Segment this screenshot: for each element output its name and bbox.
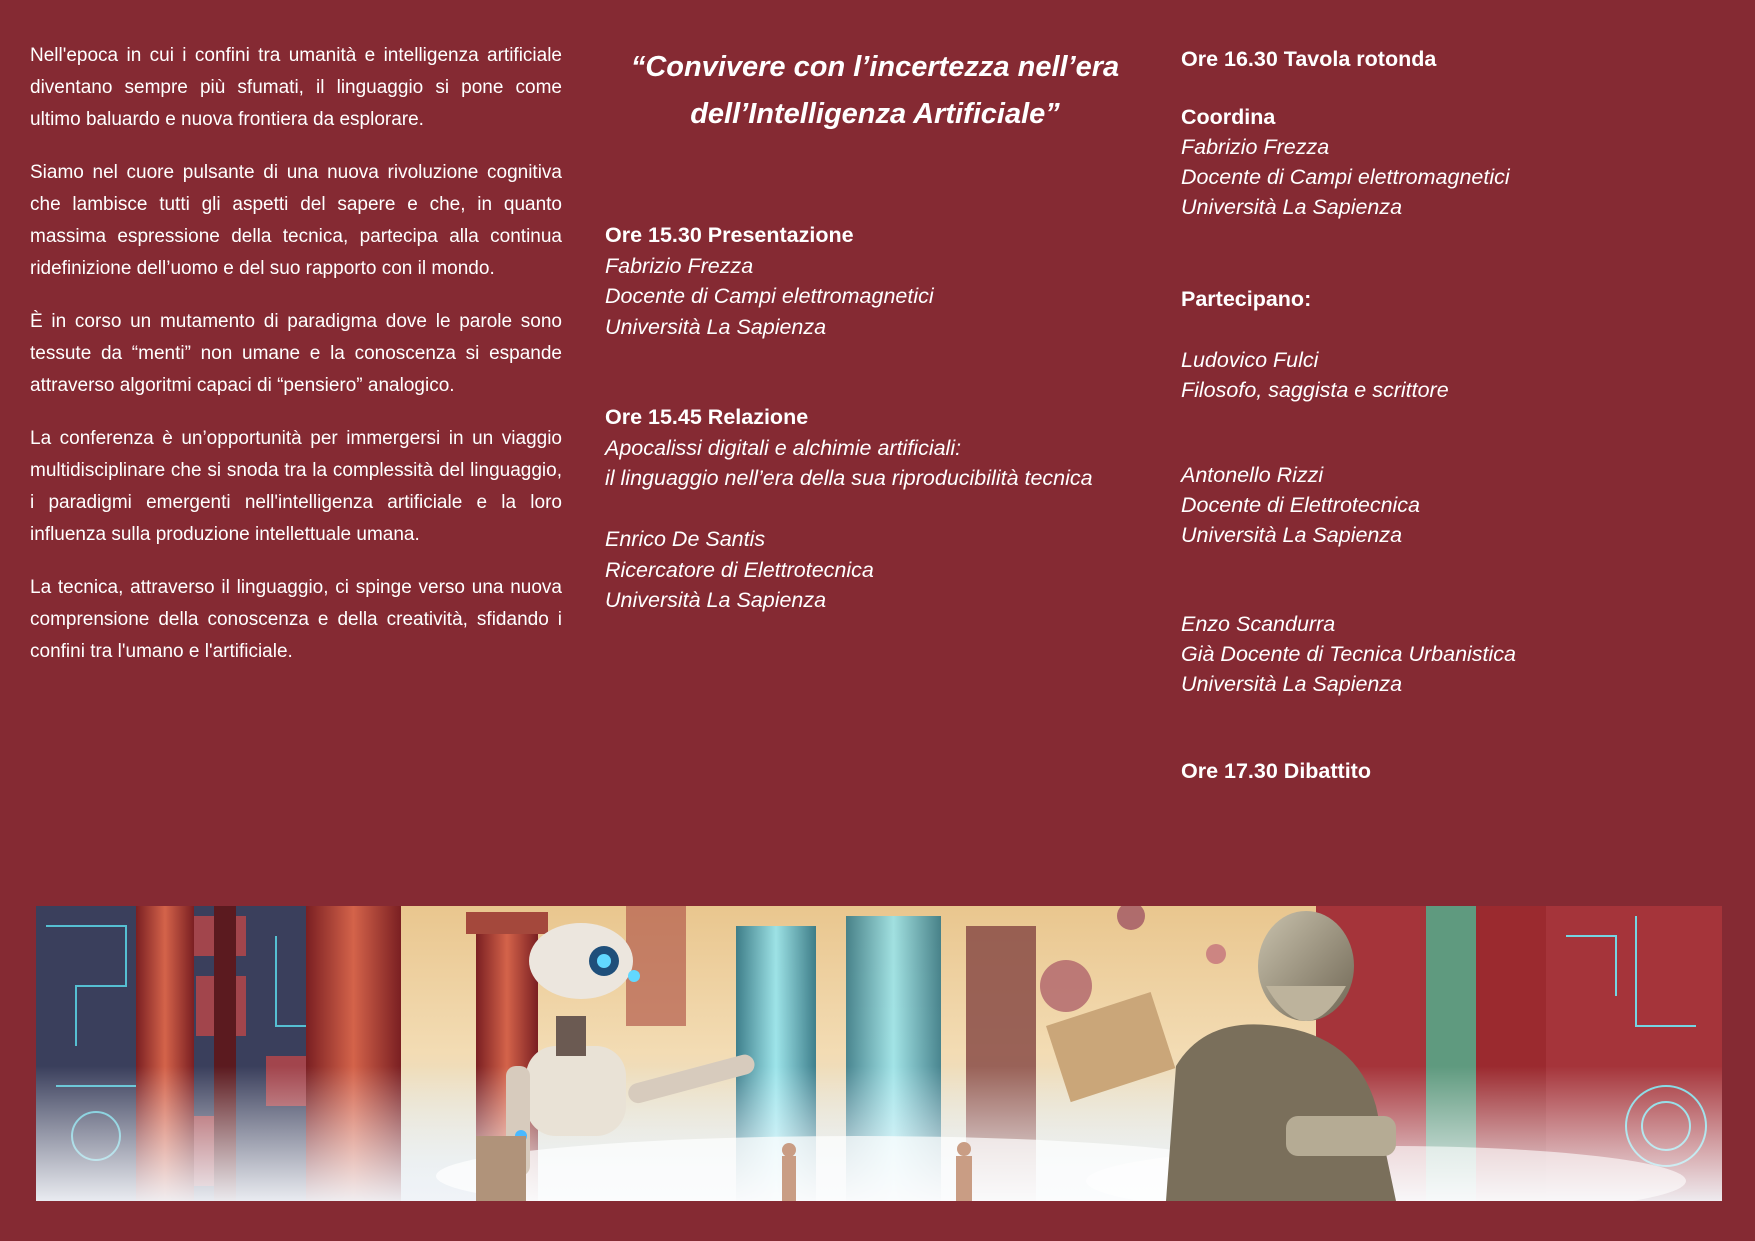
participant-block — [1181, 609, 1741, 699]
talk-heading: Ore 15.45 Relazione — [605, 405, 809, 429]
intro-paragraph: La tecnica, attraverso il linguaggio, ci spinge verso una nuova comprensione della conoscenza e della creatività, sfidando i confini tra l'umano e l'artificiale. — [30, 577, 562, 662]
coordinator-affiliation: Università La Sapienza — [1181, 195, 1403, 219]
coordinator-block — [1181, 102, 1741, 222]
speaker-role: Ricercatore di Elettrotecnica — [605, 557, 874, 582]
participant-affiliation: Università La Sapienza — [1181, 523, 1403, 547]
participant-role: Già Docente di Tecnica Urbanistica — [1181, 642, 1517, 666]
participant-block — [1181, 345, 1741, 405]
participant-block — [1181, 460, 1741, 550]
roundtable-heading-block — [1181, 44, 1741, 74]
roundtable-heading: Ore 16.30 Tavola rotonda — [1181, 47, 1437, 71]
conference-title — [605, 44, 1145, 138]
presentation-block — [605, 220, 1145, 342]
roundtable-column — [1181, 40, 1741, 800]
participant-role: Docente di Elettrotecnica — [1181, 493, 1421, 517]
banner-illustration — [36, 906, 1722, 1201]
title-line-1: “Convivere con l’incertezza nell’era — [630, 51, 1120, 83]
coordinator-name: Fabrizio Frezza — [1181, 135, 1330, 159]
presenter-name: Fabrizio Frezza — [605, 253, 754, 278]
participant-name: Antonello Rizzi — [1181, 463, 1324, 487]
coordinator-label: Coordina — [1181, 105, 1276, 129]
participants-label-block — [1181, 284, 1741, 314]
intro-paragraph: Siamo nel cuore pulsante di una nuova rivoluzione cognitiva che lambisce tutti gli aspetti del sapere e che, in quanto massima espressione della tecnica, partecipa alla continua ridefinizione dell’uomo e del suo rapporto con il mondo. — [30, 162, 562, 279]
intro-paragraph: La conferenza è un’opportunità per immergersi in un viaggio multidisciplinare che si snoda tra la complessità del linguaggio, i paradigmi emergenti nell'intelligenza artificiale e la loro influenza sulla produzione intellettuale umana. — [30, 428, 562, 545]
participant-affiliation: Università La Sapienza — [1181, 672, 1403, 696]
talk-title-line-2: il linguaggio nell’era della sua riproducibilità tecnica — [605, 466, 1093, 490]
intro-column — [30, 40, 562, 689]
program-column — [605, 40, 1145, 680]
participant-name: Ludovico Fulci — [1181, 348, 1319, 372]
coordinator-role: Docente di Campi elettromagnetici — [1181, 165, 1510, 189]
talk-block — [605, 402, 1145, 494]
debate-block — [1181, 756, 1741, 786]
title-line-2: dell’Intelligenza Artificiale” — [690, 98, 1060, 130]
participant-role: Filosofo, saggista e scrittore — [1181, 378, 1449, 402]
participant-name: Enzo Scandurra — [1181, 612, 1336, 636]
speaker-affiliation: Università La Sapienza — [605, 588, 827, 612]
talk-title-line-1: Apocalissi digitali e alchimie artificiali: — [605, 435, 962, 460]
presentation-heading: Ore 15.30 Presentazione — [605, 223, 854, 247]
speaker-name: Enrico De Santis — [605, 527, 766, 551]
presenter-affiliation: Università La Sapienza — [605, 314, 827, 339]
intro-paragraph: Nell'epoca in cui i confini tra umanità e intelligenza artificiale diventano sempre più sfumati, il linguaggio si pone come ultimo baluardo e nuova frontiera da esplorare. — [30, 45, 562, 130]
debate-heading: Ore 17.30 Dibattito — [1181, 759, 1371, 783]
banner-artwork — [36, 906, 1722, 1201]
speaker-block — [605, 524, 1145, 616]
presenter-role: Docente di Campi elettromagnetici — [605, 284, 934, 308]
participants-label: Partecipano: — [1181, 287, 1312, 311]
intro-paragraph: È in corso un mutamento di paradigma dove le parole sono tessute da “menti” non umane e la conoscenza si espande attraverso algoritmi capaci di “pensiero” analogico. — [30, 311, 562, 396]
